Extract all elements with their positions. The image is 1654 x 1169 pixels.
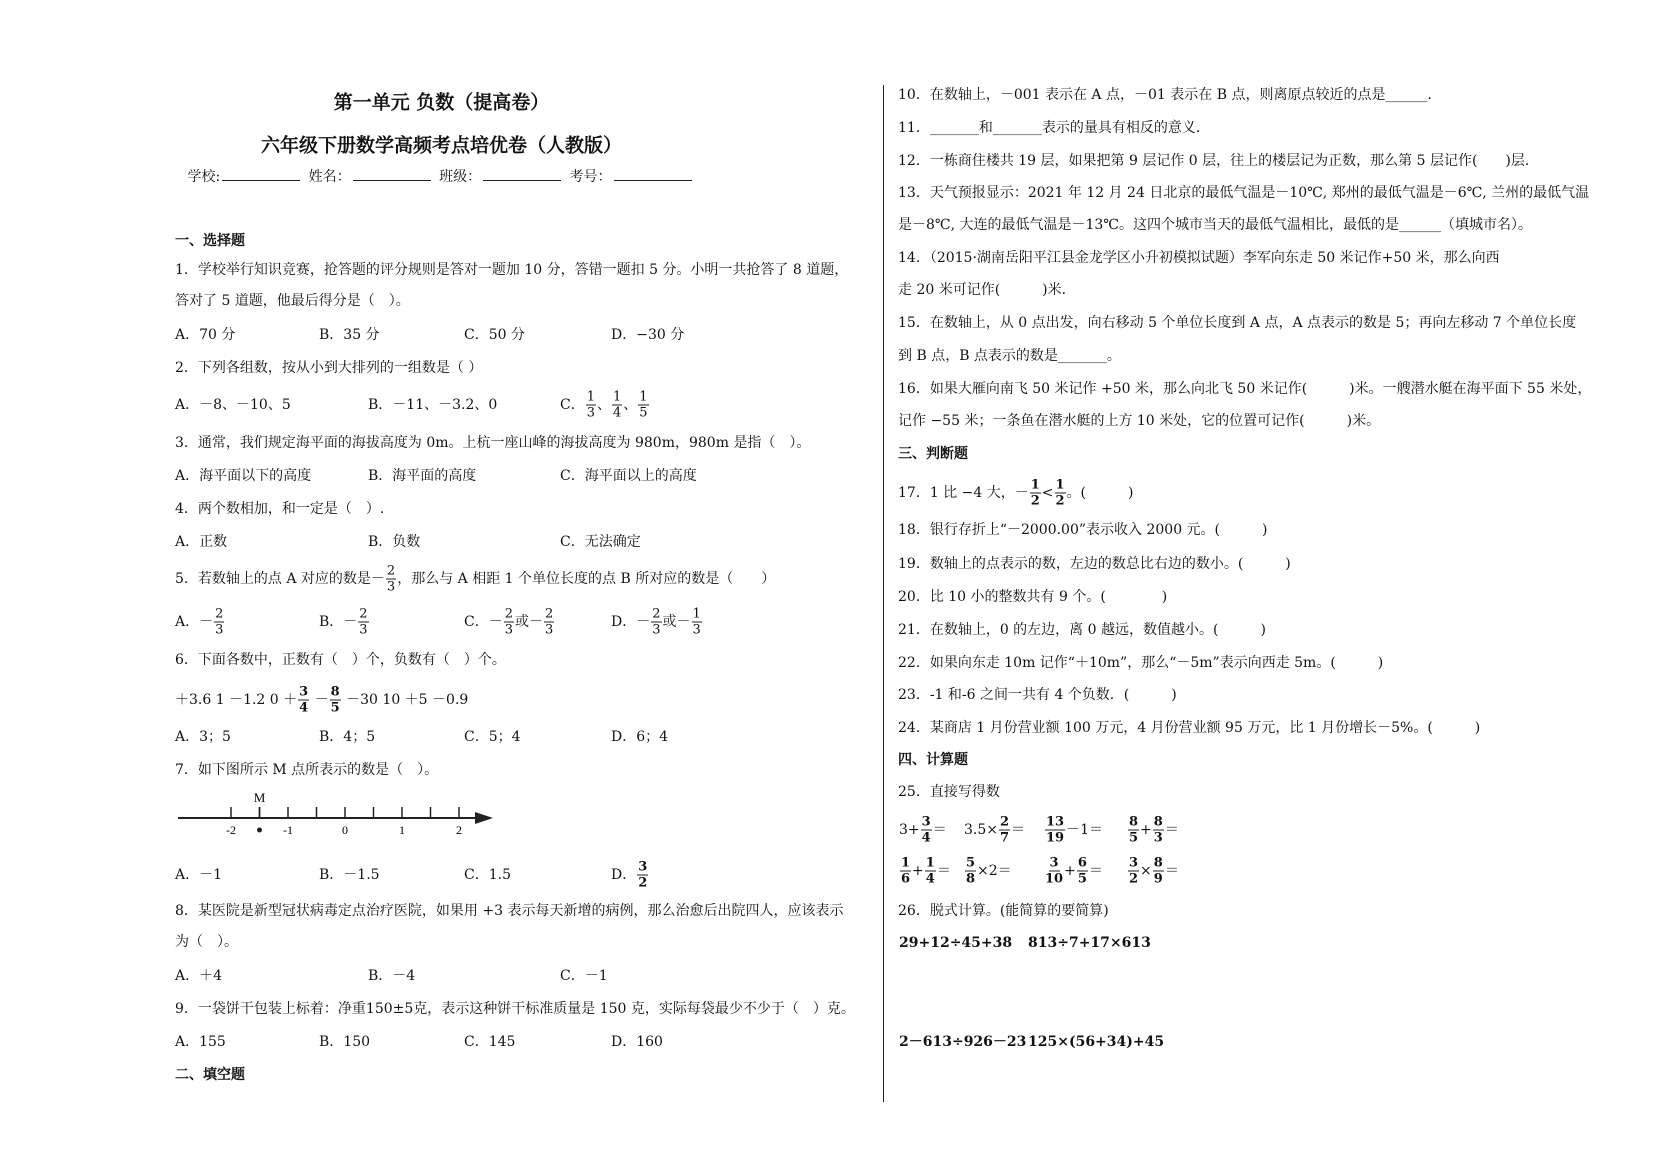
question-line bbox=[898, 620, 1266, 640]
fraction bbox=[504, 607, 514, 638]
numerator: 13 bbox=[1046, 814, 1065, 830]
question-line bbox=[898, 313, 1576, 333]
answer-option bbox=[175, 727, 231, 747]
numerator: 2 bbox=[386, 563, 396, 579]
denominator: 5 bbox=[1129, 830, 1139, 846]
name-field[interactable] bbox=[353, 166, 431, 181]
text-segment: 4．两个数相加，和一定是（ ）. bbox=[175, 501, 385, 517]
denominator: 9 bbox=[1153, 871, 1163, 887]
tick-label: 1 bbox=[399, 823, 405, 837]
text-segment: 为（ ）。 bbox=[175, 934, 238, 950]
text-segment: ＝ bbox=[1164, 863, 1179, 879]
school-label: 学校: bbox=[187, 169, 221, 185]
fraction bbox=[1045, 815, 1065, 846]
text-segment: C．50 分 bbox=[464, 327, 525, 343]
question-line bbox=[898, 520, 1267, 540]
text-segment: + bbox=[912, 863, 924, 879]
text-segment: 18．银行存折上“－2000.00”表示收入 2000 元。( ) bbox=[898, 522, 1268, 538]
numerator: 3 bbox=[1129, 855, 1139, 871]
fraction bbox=[692, 607, 702, 638]
question-line bbox=[898, 587, 1167, 607]
text-segment: C． bbox=[560, 397, 585, 413]
answer-option bbox=[611, 607, 703, 638]
text-segment: C．5；4 bbox=[464, 729, 521, 745]
tick-label: -1 bbox=[283, 823, 293, 837]
text-segment: B．35 分 bbox=[319, 327, 380, 343]
text-segment: B．－4 bbox=[368, 968, 416, 984]
fraction bbox=[638, 390, 648, 421]
fraction bbox=[900, 856, 911, 887]
answer-option bbox=[319, 1032, 370, 1052]
answer-option bbox=[175, 532, 227, 552]
text-segment: 四、计算题 bbox=[898, 752, 968, 768]
text-segment: 16．如果大雁向南飞 50 米记作 +50 米，那么向北飞 50 米记作( )米。一艘潜水艇在海平面下 55 米处， bbox=[898, 381, 1592, 397]
question-line bbox=[898, 346, 1121, 366]
text-segment: 或－ bbox=[662, 614, 691, 630]
denominator: 2 bbox=[1055, 493, 1065, 509]
answer-option bbox=[175, 607, 225, 638]
text-segment: D．6；4 bbox=[611, 729, 669, 745]
text-segment: B．4；5 bbox=[319, 729, 376, 745]
fraction bbox=[612, 390, 622, 421]
school-field[interactable] bbox=[222, 166, 300, 181]
text-segment: B．150 bbox=[319, 1034, 371, 1050]
numerator: 1 bbox=[613, 389, 622, 405]
text-segment: A．155 bbox=[175, 1034, 226, 1050]
text-segment: A．＋4 bbox=[175, 968, 223, 984]
text-segment: ＝ bbox=[1088, 863, 1103, 879]
question-line bbox=[898, 85, 1441, 105]
numerator: 5 bbox=[966, 855, 976, 871]
numerator: 2 bbox=[359, 606, 368, 622]
text-segment: A．－8、－10、5 bbox=[175, 397, 291, 413]
fraction bbox=[1030, 478, 1041, 509]
text-segment: 26．脱式计算。(能简算的要简算) bbox=[898, 903, 1109, 919]
question-line bbox=[898, 782, 1000, 802]
fraction bbox=[298, 685, 309, 716]
text-segment: ，那么与 A 相距 1 个单位长度的点 B 所对应的数是（ ） bbox=[397, 571, 776, 587]
fraction bbox=[1045, 856, 1063, 887]
text-segment: ＋3.6 1 －1.2 0 ＋ bbox=[175, 692, 298, 708]
text-segment: C．1.5 bbox=[464, 867, 511, 883]
question-line bbox=[175, 358, 482, 378]
answer-option bbox=[368, 532, 420, 552]
question-line bbox=[175, 564, 775, 595]
text-segment: B．海平面的高度 bbox=[368, 468, 477, 484]
text-segment: 9．一袋饼干包装上标着：净重150±5克，表示这种饼干标准质量是 150 克，实际每袋最少不少于（ ）克。 bbox=[175, 1001, 855, 1017]
text-segment: B．－1.5 bbox=[319, 867, 380, 883]
text-segment: A．正数 bbox=[175, 534, 228, 550]
question-line bbox=[898, 118, 1210, 138]
text-segment: C．－1 bbox=[560, 968, 608, 984]
question-line bbox=[898, 280, 1076, 300]
numerator: 8 bbox=[1153, 814, 1163, 830]
denominator: 5 bbox=[1077, 871, 1087, 887]
text-segment: 5．若数轴上的点 A 对应的数是－ bbox=[175, 571, 385, 587]
numerator: 6 bbox=[1077, 855, 1087, 871]
text-segment: C．145 bbox=[464, 1034, 516, 1050]
numerator: 1 bbox=[639, 389, 648, 405]
section-heading bbox=[898, 750, 968, 770]
text-segment: 3+ bbox=[899, 822, 920, 838]
answer-option bbox=[560, 390, 650, 421]
exam-number-label: 考号： bbox=[569, 169, 612, 185]
question-line bbox=[175, 291, 410, 311]
fraction bbox=[1128, 856, 1139, 887]
text-segment: 6．下面各数中，正数有（ ）个，负数有（ ）个。 bbox=[175, 652, 506, 668]
numerator: 1 bbox=[1030, 477, 1040, 493]
fraction bbox=[1153, 815, 1164, 846]
question-line bbox=[175, 650, 506, 670]
point-m-dot bbox=[257, 828, 262, 833]
answer-option bbox=[464, 727, 521, 747]
denominator: 3 bbox=[215, 622, 224, 638]
answer-option bbox=[611, 860, 649, 891]
answer-option bbox=[560, 466, 697, 486]
text-segment: < bbox=[1041, 485, 1054, 501]
fraction bbox=[214, 607, 224, 638]
denominator: 5 bbox=[639, 405, 648, 421]
text-segment: 14．（2015·湖南岳阳平江县金龙学区小升初模拟试题）李军向东走 50 米记作+50 米，那么向西 bbox=[898, 250, 1500, 266]
text-segment: 10．在数轴上，－001 表示在 A 点，－01 表示在 B 点，则离原点较近的点是______． bbox=[898, 87, 1442, 103]
text-segment: 、 bbox=[623, 397, 638, 413]
name-label: 姓名： bbox=[308, 169, 351, 185]
exam-number-field[interactable] bbox=[614, 166, 692, 181]
text-segment: 。( ) bbox=[1066, 485, 1134, 501]
fraction bbox=[965, 856, 976, 887]
denominator: 2 bbox=[1129, 871, 1139, 887]
text-segment: 3．通常，我们规定海平面的海拔高度为 0m。上杭一座山峰的海拔高度为 980m，980m 是指（ ）。 bbox=[175, 435, 811, 451]
numerator: 1 bbox=[586, 389, 595, 405]
numerator: 1 bbox=[692, 606, 701, 622]
expression bbox=[1028, 1032, 1164, 1052]
text-segment: 走 20 米可记作( )米． bbox=[898, 282, 1076, 298]
answer-option bbox=[611, 727, 668, 747]
answer-option bbox=[368, 966, 415, 986]
question-line bbox=[898, 248, 1500, 268]
numerator: 2 bbox=[652, 606, 661, 622]
text-segment: + bbox=[1064, 863, 1076, 879]
denominator: 3 bbox=[359, 622, 368, 638]
answer-option bbox=[560, 532, 641, 552]
text-segment: ＝ bbox=[936, 863, 951, 879]
question-line bbox=[898, 151, 1539, 171]
answer-option bbox=[611, 1032, 663, 1052]
question-line bbox=[898, 554, 1291, 574]
tick-label: 0 bbox=[342, 823, 348, 837]
denominator: 4 bbox=[925, 871, 935, 887]
answer-option bbox=[368, 466, 476, 486]
text-segment: 记作 −55 米；一条鱼在潜水艇的上方 10 米处，它的位置可记作( )米。 bbox=[898, 413, 1381, 429]
text-segment: ＝ bbox=[932, 822, 947, 838]
denominator: 2 bbox=[638, 875, 648, 891]
numerator: 1 bbox=[901, 855, 911, 871]
text-segment: 2－613÷926－23 bbox=[899, 1034, 1027, 1050]
denominator: 7 bbox=[1000, 830, 1010, 846]
text-segment: 19．数轴上的点表示的数，左边的数总比右边的数小。( ) bbox=[898, 556, 1291, 572]
text-segment: － bbox=[310, 692, 329, 708]
numerator: 2 bbox=[545, 606, 554, 622]
denominator: 4 bbox=[299, 700, 309, 716]
numerator: 3 bbox=[638, 859, 648, 875]
question-line bbox=[175, 901, 843, 921]
text-segment: D． bbox=[611, 867, 637, 883]
text-segment: 一、选择题 bbox=[175, 233, 245, 249]
denominator: 3 bbox=[692, 622, 701, 638]
expression bbox=[899, 1032, 1026, 1052]
arrow-head bbox=[475, 812, 493, 824]
fraction bbox=[921, 815, 932, 846]
numerator: 3 bbox=[1049, 855, 1059, 871]
text-segment: 23．-1 和-6 之间一共有 4 个负数．( ) bbox=[898, 687, 1177, 703]
text-segment: ×2＝ bbox=[977, 863, 1012, 879]
fraction bbox=[586, 390, 596, 421]
answer-option bbox=[319, 325, 380, 345]
expression bbox=[1028, 933, 1151, 953]
text-segment: 3.5× bbox=[964, 822, 998, 838]
calc-item bbox=[1127, 815, 1179, 846]
text-segment: 21．在数轴上，0 的左边，离 0 越远，数值越小。( ) bbox=[898, 622, 1266, 638]
class-field[interactable] bbox=[483, 166, 561, 181]
question-line bbox=[898, 183, 1589, 203]
text-segment: 24．某商店 1 月份营业额 100 万元，4 月份营业额 95 万元，比 1 月份增长－5%。( ) bbox=[898, 720, 1481, 736]
text-segment: D．−30 分 bbox=[611, 327, 685, 343]
answer-option bbox=[560, 966, 608, 986]
question-line bbox=[175, 433, 810, 453]
text-segment: 是－8℃, 大连的最低气温是－13℃。这四个城市当天的最低气温相比，最低的是______（填城市名）。 bbox=[898, 217, 1532, 233]
answer-option bbox=[464, 1032, 515, 1052]
answer-option bbox=[175, 1032, 226, 1052]
fraction bbox=[651, 607, 661, 638]
calc-item bbox=[899, 815, 947, 846]
denominator: 3 bbox=[652, 622, 661, 638]
text-segment: 答对了 5 道题，他最后得分是（ ）。 bbox=[175, 293, 410, 309]
answer-option bbox=[175, 395, 291, 415]
answer-option bbox=[175, 966, 222, 986]
text-segment: 20．比 10 小的整数共有 9 个。( ) bbox=[898, 589, 1168, 605]
denominator: 4 bbox=[921, 830, 931, 846]
text-segment: B．负数 bbox=[368, 534, 421, 550]
answer-option bbox=[464, 865, 511, 885]
text-segment: 2．下列各组数，按从小到大排列的一组数是（ ） bbox=[175, 360, 483, 376]
question-line bbox=[898, 215, 1532, 235]
point-m-label: M bbox=[253, 790, 266, 805]
text-segment: 1．学校举行知识竞赛，抢答题的评分规则是答对一题加 10 分，答错一题扣 5 分。小明一共抢答了 8 道题， bbox=[175, 262, 849, 278]
text-segment: －1＝ bbox=[1066, 822, 1104, 838]
fraction bbox=[1077, 856, 1088, 887]
fraction bbox=[358, 607, 368, 638]
text-segment: + bbox=[1140, 822, 1152, 838]
answer-option bbox=[175, 865, 222, 885]
question-line bbox=[175, 685, 468, 716]
text-segment: A．70 分 bbox=[175, 327, 236, 343]
text-segment: 813÷7+17×613 bbox=[1028, 935, 1151, 951]
numerator: 8 bbox=[1129, 814, 1139, 830]
text-segment: 29+12÷45+38 bbox=[899, 935, 1013, 951]
denominator: 3 bbox=[545, 622, 554, 638]
text-segment: A．3；5 bbox=[175, 729, 231, 745]
answer-option bbox=[368, 395, 497, 415]
numerator: 3 bbox=[921, 814, 931, 830]
answer-option bbox=[611, 325, 684, 345]
section-heading bbox=[175, 231, 245, 251]
question-line bbox=[175, 932, 238, 952]
text-segment: 、 bbox=[597, 397, 611, 413]
numerator: 1 bbox=[925, 855, 935, 871]
text-segment: 13．天气预报显示：2021 年 12 月 24 日北京的最低气温是－10℃, 郑州的最低气温是－6℃, 兰州的最低气温 bbox=[898, 185, 1590, 201]
numerator: 1 bbox=[1055, 477, 1065, 493]
numerator: 2 bbox=[504, 606, 513, 622]
fraction bbox=[925, 856, 936, 887]
denominator: 3 bbox=[586, 405, 595, 421]
numerator: 2 bbox=[1000, 814, 1010, 830]
tick-label: 2 bbox=[456, 823, 462, 837]
section-heading bbox=[175, 1065, 245, 1085]
question-line bbox=[175, 260, 848, 280]
denominator: 5 bbox=[330, 700, 340, 716]
denominator: 3 bbox=[386, 579, 396, 595]
question-line bbox=[898, 478, 1133, 509]
fraction bbox=[637, 860, 648, 891]
text-segment: 12．一栋商住楼共 19 层，如果把第 9 层记作 0 层，往上的楼层记为正数，那么第 5 层记作( )层． bbox=[898, 153, 1539, 169]
denominator: 3 bbox=[1153, 830, 1163, 846]
denominator: 4 bbox=[613, 405, 622, 421]
answer-option bbox=[319, 607, 370, 638]
text-segment: × bbox=[1140, 863, 1152, 879]
calc-item bbox=[899, 856, 951, 887]
text-segment: 22．如果向东走 10m 记作“＋10m”，那么“－5m”表示向西走 5m。( ) bbox=[898, 655, 1384, 671]
answer-option bbox=[319, 727, 375, 747]
section-heading bbox=[898, 444, 968, 464]
class-label: 班级： bbox=[439, 169, 482, 185]
fraction bbox=[544, 607, 554, 638]
fraction bbox=[1153, 856, 1164, 887]
text-segment: 25．直接写得数 bbox=[898, 784, 1000, 800]
text-segment: A．－1 bbox=[175, 867, 223, 883]
text-segment: C．海平面以上的高度 bbox=[560, 468, 697, 484]
answer-option bbox=[464, 607, 555, 638]
student-info bbox=[0, 166, 883, 186]
denominator: 19 bbox=[1046, 830, 1065, 846]
numerator: 3 bbox=[299, 684, 309, 700]
text-segment: 15．在数轴上，从 0 点出发，向右移动 5 个单位长度到 A 点，A 点表示的数是 5；再向左移动 7 个单位长度 bbox=[898, 315, 1577, 331]
text-segment: C．无法确定 bbox=[560, 534, 641, 550]
answer-option bbox=[464, 325, 525, 345]
text-segment: A．海平面以下的高度 bbox=[175, 468, 312, 484]
page-title: 第一单元 负数（提高卷） bbox=[333, 91, 550, 114]
text-segment: 11．_______和_______表示的量具有相反的意义． bbox=[898, 120, 1210, 136]
answer-option bbox=[319, 865, 380, 885]
text-segment: －30 10 ＋5 －0.9 bbox=[341, 692, 469, 708]
numerator: 8 bbox=[330, 684, 340, 700]
text-segment: 7．如下图所示 M 点所表示的数是（ ）。 bbox=[175, 762, 439, 778]
column-divider bbox=[883, 85, 884, 1102]
calc-item bbox=[1127, 856, 1179, 887]
numerator: 2 bbox=[215, 606, 224, 622]
calc-item bbox=[1044, 815, 1103, 846]
text-segment: B．－11、－3.2、0 bbox=[368, 397, 498, 413]
fraction bbox=[1128, 815, 1139, 846]
text-segment: 125×(56+34)+45 bbox=[1028, 1034, 1165, 1050]
numerator: 8 bbox=[1153, 855, 1163, 871]
denominator: 6 bbox=[901, 871, 911, 887]
page-subtitle: 六年级下册数学高频考点培优卷（人教版） bbox=[260, 134, 622, 157]
text-segment: ＝ bbox=[1164, 822, 1179, 838]
text-segment: 二、填空题 bbox=[175, 1067, 245, 1083]
denominator: 8 bbox=[966, 871, 976, 887]
text-segment: 或－ bbox=[515, 614, 543, 630]
question-line bbox=[898, 718, 1480, 738]
number-line bbox=[175, 788, 505, 848]
answer-option bbox=[175, 325, 235, 345]
question-line bbox=[898, 411, 1380, 431]
text-segment: 17．1 比 −4 大，－ bbox=[898, 485, 1029, 501]
text-segment: D．160 bbox=[611, 1034, 663, 1050]
fraction bbox=[1055, 478, 1066, 509]
calc-item bbox=[964, 815, 1025, 846]
question-line bbox=[175, 760, 438, 780]
answer-option bbox=[175, 466, 311, 486]
fraction bbox=[330, 685, 341, 716]
text-segment: D．－ bbox=[611, 614, 651, 630]
denominator: 3 bbox=[504, 622, 513, 638]
text-segment: 三、判断题 bbox=[898, 446, 968, 462]
calc-item bbox=[1044, 856, 1103, 887]
denominator: 2 bbox=[1030, 493, 1040, 509]
text-segment: 到 B 点，B 点表示的数是_______。 bbox=[898, 348, 1121, 364]
question-line bbox=[175, 999, 855, 1019]
text-segment: ＝ bbox=[1011, 822, 1026, 838]
text-segment: C．－ bbox=[464, 614, 503, 630]
question-line bbox=[898, 901, 1109, 921]
fraction bbox=[999, 815, 1010, 846]
text-segment: B．－ bbox=[319, 614, 358, 630]
tick-label: -2 bbox=[226, 823, 236, 837]
question-line bbox=[898, 653, 1383, 673]
question-line bbox=[898, 379, 1591, 399]
denominator: 10 bbox=[1045, 871, 1064, 887]
text-segment: 8．某医院是新型冠状病毒定点治疗医院，如果用 +3 表示每天新增的病例，那么治愈后出院四人，应该表示 bbox=[175, 903, 844, 919]
text-segment: A．－ bbox=[175, 614, 214, 630]
question-line bbox=[898, 685, 1177, 705]
question-line bbox=[175, 499, 384, 519]
fraction bbox=[386, 564, 396, 595]
expression bbox=[899, 933, 1012, 953]
calc-item bbox=[964, 856, 1012, 887]
